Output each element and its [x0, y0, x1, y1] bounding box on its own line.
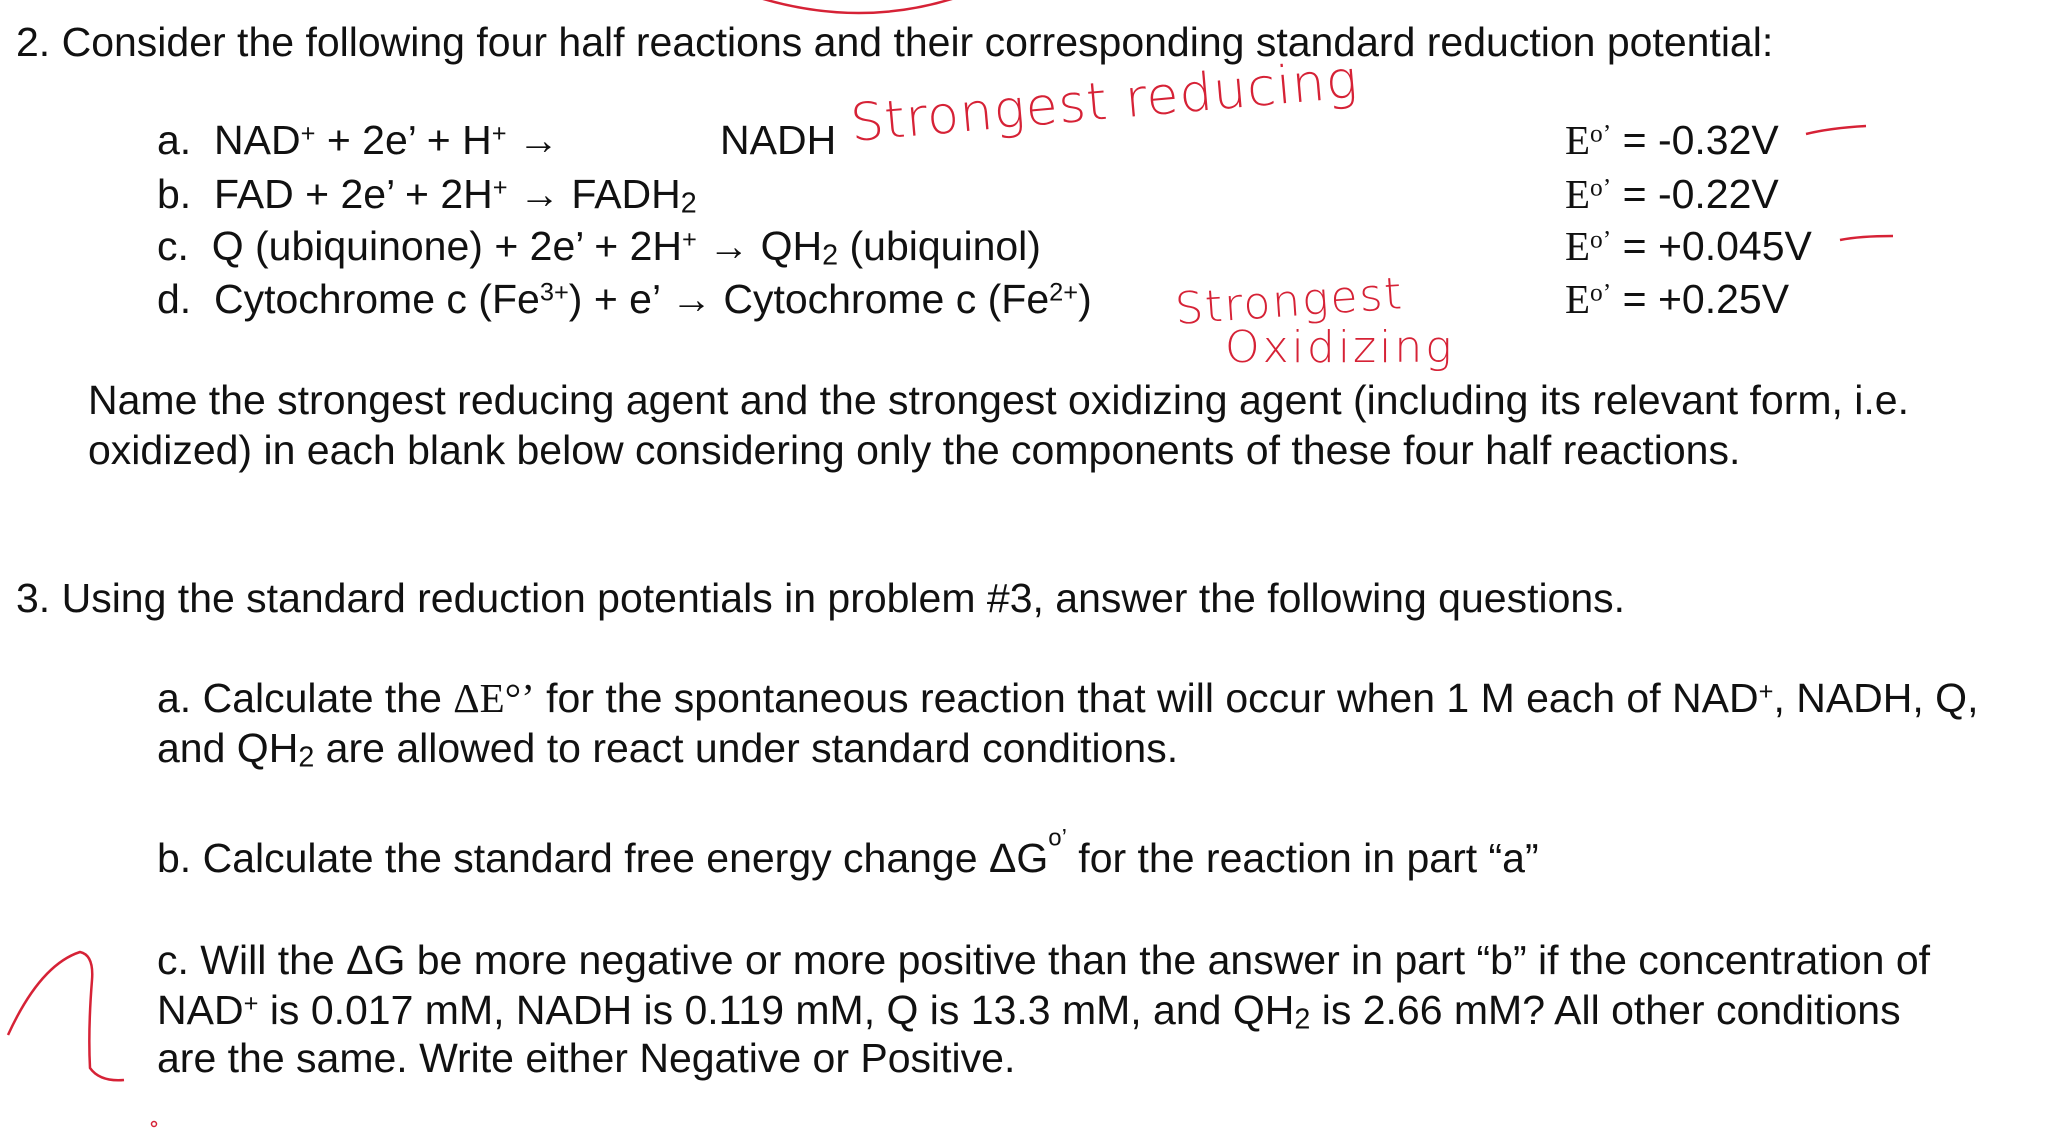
superscript: + [243, 989, 259, 1018]
superscript: 3+ [539, 278, 569, 307]
check-mark-c [1840, 236, 1893, 240]
superscript: + [491, 119, 507, 148]
reaction-text: + 2e’ + H [315, 117, 492, 163]
potential-value: = +0.25V [1622, 276, 1790, 322]
reaction-text: → FADH [507, 171, 681, 217]
superscript: o’ [1590, 119, 1612, 148]
superscript: + [1758, 677, 1774, 706]
reaction-text: Q (ubiquinone) + 2e’ + 2H [211, 223, 682, 269]
q2-title: 2. Consider the following four half reactions and their corresponding standard reduction potential: [16, 19, 1774, 65]
superscript: o’ [1590, 278, 1612, 307]
check-mark-a [1806, 126, 1866, 134]
margin-dot [152, 1122, 157, 1127]
reaction-text: Cytochrome c (Fe [214, 276, 540, 322]
reaction-text: (ubiquinol) [838, 223, 1041, 269]
potential-value: = +0.045V [1622, 223, 1812, 269]
subscript: 2 [1294, 1003, 1311, 1036]
e-symbol: E [1565, 276, 1591, 322]
reaction-text: ) [1078, 276, 1092, 322]
delta-g-symbol: ΔG [988, 835, 1049, 881]
text: is 2.66 mM? All other conditions [1310, 987, 1901, 1033]
text: are allowed to react under standard conditions. [314, 725, 1179, 771]
e-symbol: E [1565, 171, 1591, 217]
reaction-letter: b. [157, 171, 192, 217]
text: for the spontaneous reaction that will occur when 1 M each of NAD [534, 675, 1759, 721]
superscript: 2+ [1049, 278, 1079, 307]
reaction-letter: a. [157, 117, 192, 163]
reaction-text: ) + e’ → Cytochrome c (Fe [568, 276, 1050, 322]
reaction-letter: c. [157, 223, 189, 269]
q2-instruction-line2: oxidized) in each blank below considering only the components of these four half reactions. [88, 427, 1741, 473]
subscript: 2 [298, 741, 315, 774]
text: for the reaction in part “a” [1066, 835, 1539, 881]
reaction-text: FAD + 2e’ + 2H [214, 171, 493, 217]
text: b. Calculate the standard free energy change [157, 835, 989, 881]
annotation-strongest: Strongest [1173, 268, 1406, 335]
subscript: 2 [680, 187, 697, 220]
text: NAD [157, 987, 244, 1033]
superscript: + [492, 173, 508, 202]
annotation-strongest-reducing: Strongest reducing [848, 49, 1361, 154]
reaction-letter: d. [157, 276, 192, 322]
text: and QH [157, 725, 299, 771]
q3-title: 3. Using the standard reduction potentials in problem #3, answer the following questions. [16, 575, 1626, 621]
q3-c-line1: c. Will the ΔG be more negative or more positive than the answer in part “b” if the concentration of [157, 937, 1931, 983]
text: a. Calculate the [157, 675, 454, 721]
delta-e-symbol: ΔE°’ [453, 675, 535, 721]
potential-value: = -0.22V [1622, 171, 1779, 217]
e-symbol: E [1565, 223, 1591, 269]
subscript: 2 [822, 239, 839, 272]
text: is 0.017 mM, NADH is 0.119 mM, Q is 13.3 mM, and QH [258, 987, 1295, 1033]
q2-instruction-line1: Name the strongest reducing agent and the strongest oxidizing agent (including its relevant form, i.e. [88, 377, 1909, 423]
top-arc-mark [760, 0, 955, 13]
superscript: + [681, 225, 697, 254]
reaction-a-product: NADH [720, 117, 837, 163]
text: , NADH, Q, [1773, 675, 1979, 721]
superscript: o’ [1590, 173, 1612, 202]
superscript: o’ [1590, 225, 1612, 254]
margin-number-one [8, 952, 124, 1080]
superscript: o’ [1048, 824, 1067, 852]
potential-value: = -0.32V [1622, 117, 1779, 163]
reaction-text: → QH [696, 223, 823, 269]
reaction-text: → [506, 117, 559, 163]
superscript: + [300, 119, 316, 148]
annotation-oxidizing: Oxidizing [1225, 322, 1455, 373]
e-symbol: E [1565, 117, 1591, 163]
reaction-text: NAD [214, 117, 301, 163]
q3-c-line3: are the same. Write either Negative or Positive. [157, 1035, 1016, 1081]
